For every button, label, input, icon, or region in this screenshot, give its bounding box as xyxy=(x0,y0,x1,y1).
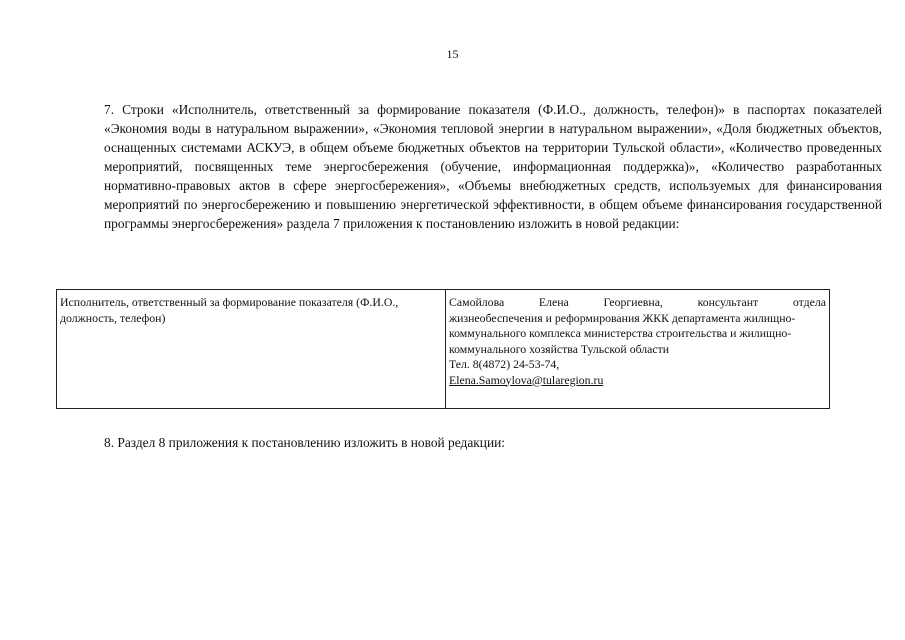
executor-email-link[interactable]: Elena.Samoylova@tularegion.ru xyxy=(449,372,604,387)
executor-table xyxy=(56,289,830,409)
executor-label: Исполнитель, ответственный за формирование показателя (Ф.И.О., должность, телефон) xyxy=(60,295,399,325)
table-cell-label xyxy=(57,290,446,409)
table-cell-value xyxy=(446,290,830,409)
page-number: 15 xyxy=(446,47,459,61)
paragraph-item-8: 8. Раздел 8 приложения к постановлению изложить в новой редакции: xyxy=(104,435,505,450)
executor-phone: Тел. 8(4872) 24-53-74, xyxy=(449,357,560,371)
executor-position: жизнеобеспечения и реформирования ЖКК департамента жилищно-коммунального комплекса министерства строительства и жилищно-коммунального хозяйства Тульской области xyxy=(449,310,796,356)
executor-name: Самойлова Елена Георгиевна, консультант отдела xyxy=(449,295,826,309)
paragraph-item-7: 7. Строки «Исполнитель, ответственный за формирование показателя (Ф.И.О., должность, телефон)» в паспортах показателей «Экономия воды в натуральном выражении», «Экономия тепловой энергии в натуральном выражении», «Доля бюджетных объектов, оснащенных системами АСКУЭ, в общем объеме бюджетных объектов на территории Тульской области», «Количество проведенных мероприятий, посвященных теме энергосбережения (обучение, информационная поддержка)», «Количество разработанных нормативно-правовых актов в сфере энергосбережения», «Объемы внебюджетных средств, используемых для финансирования мероприятий по энергосбережению и повышению энергетической эффективности, в общем объеме финансирования государственной программы энергосбережения» раздела 7 приложения к постановлению изложить в новой редакции: xyxy=(104,102,882,231)
table-row xyxy=(57,290,830,409)
